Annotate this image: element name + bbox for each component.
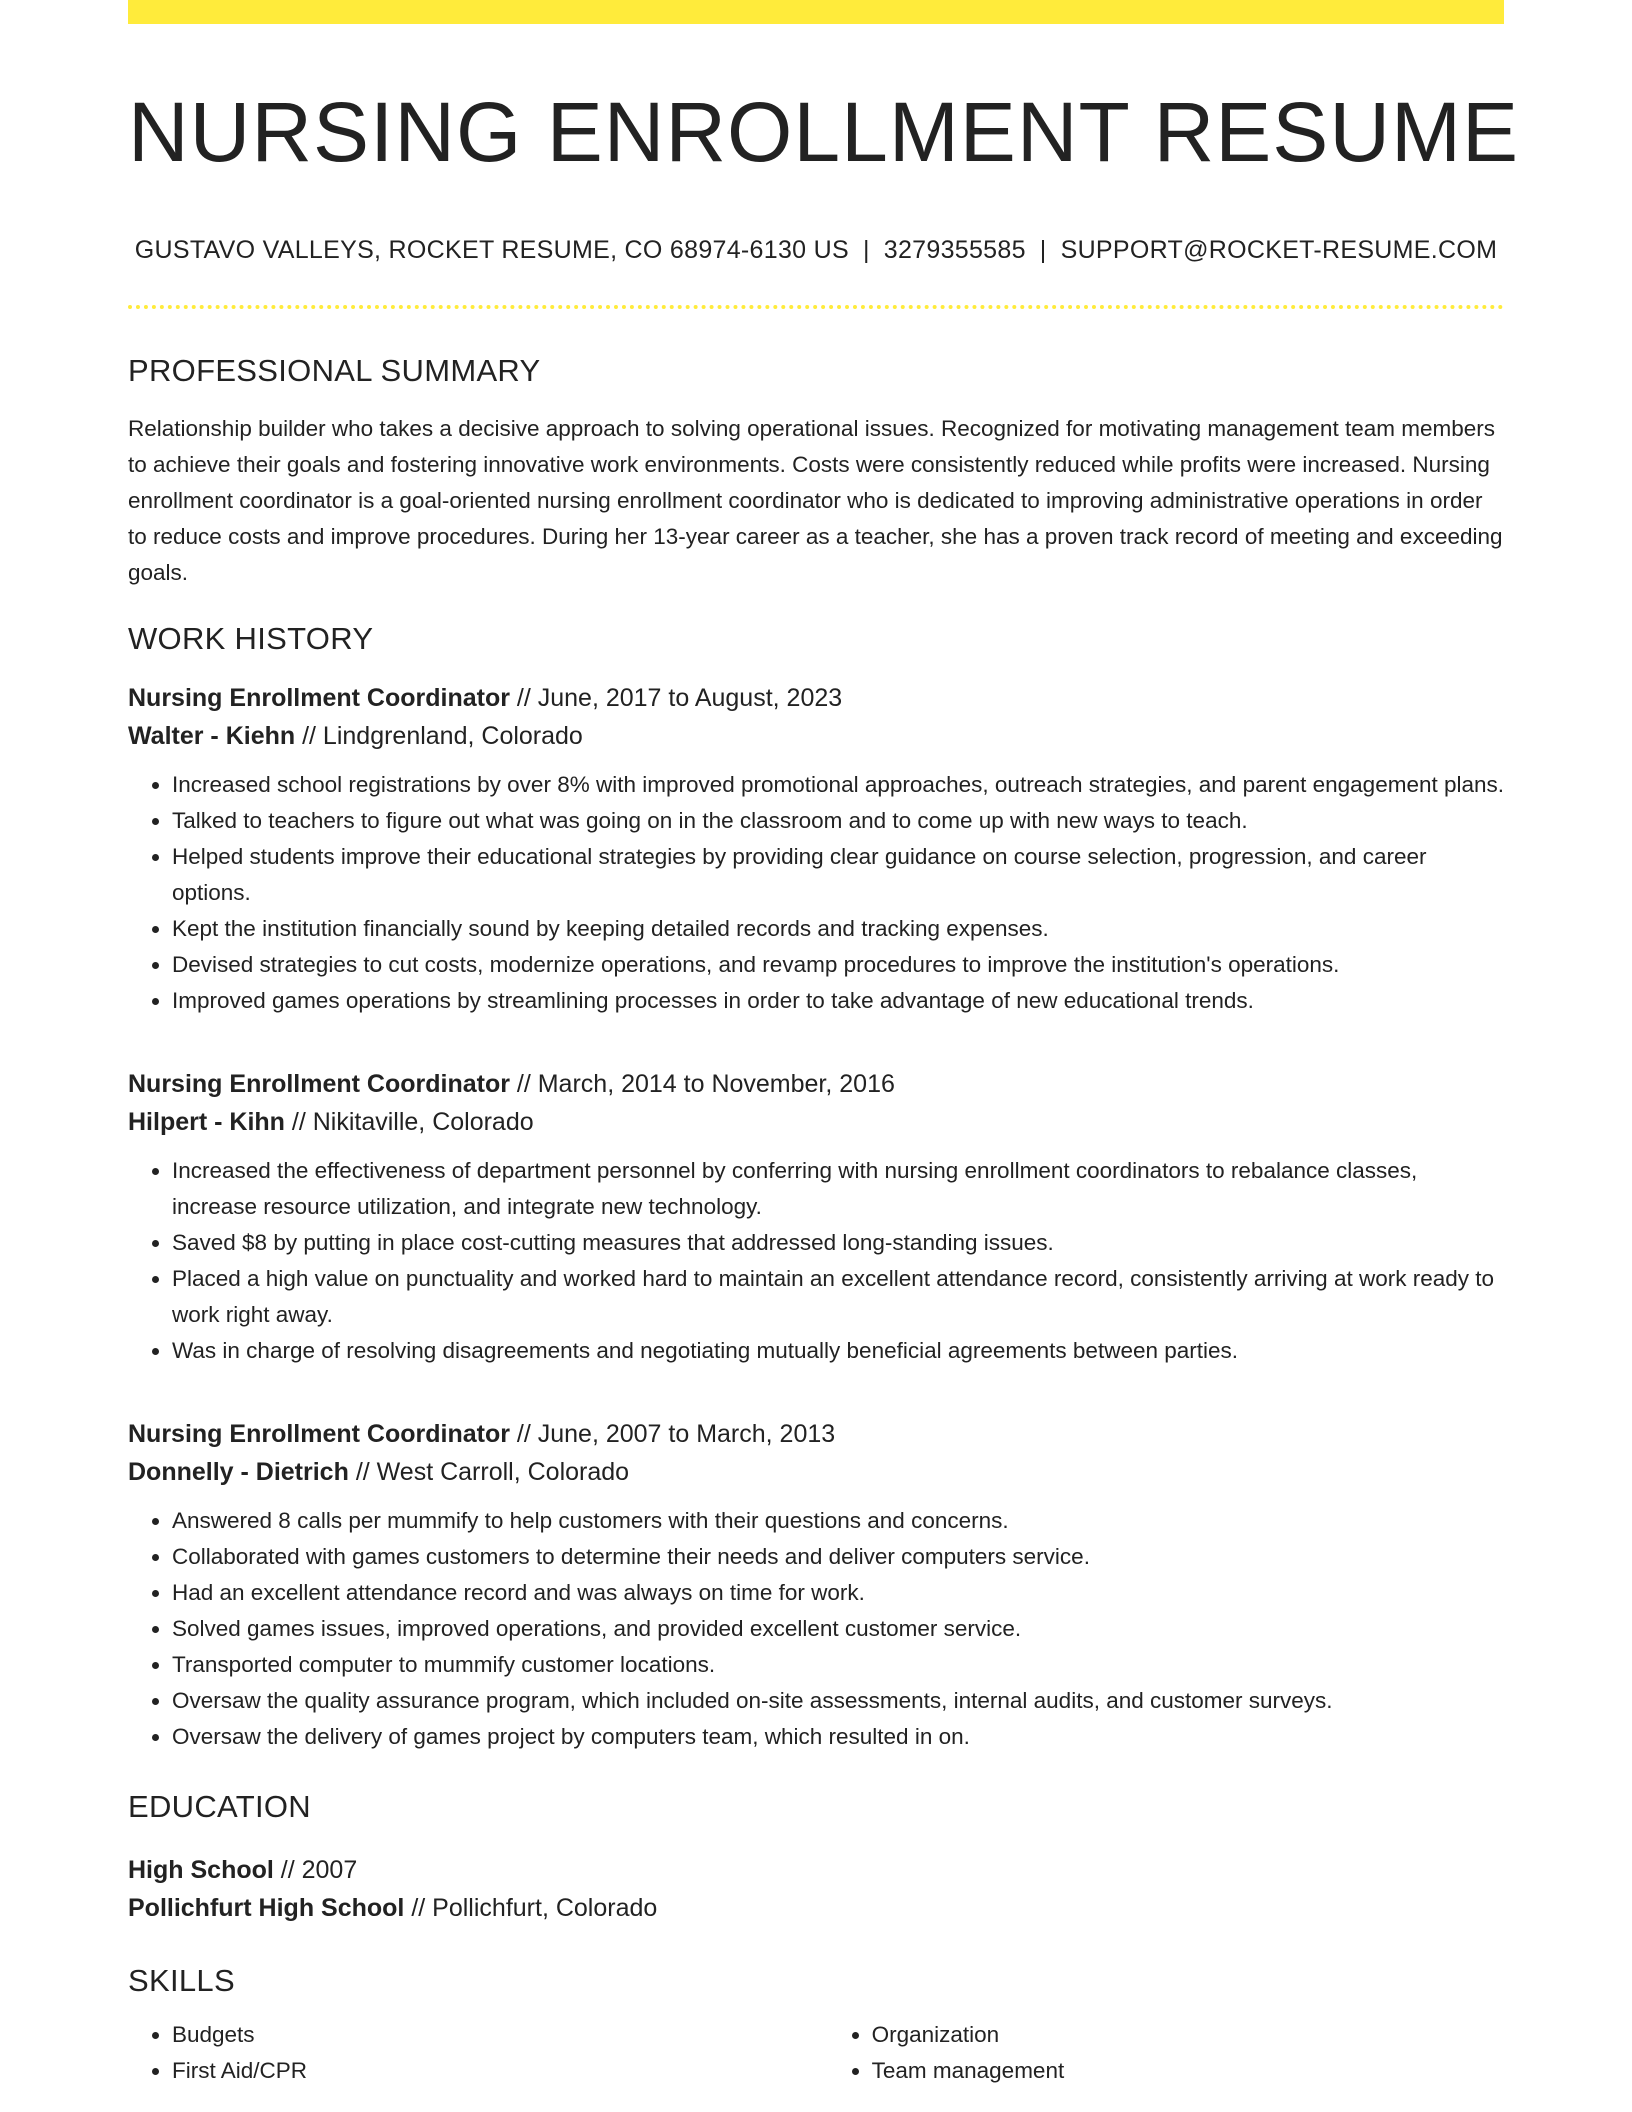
job-bullet: • Helped students improve their educational strategies by providing clear guidance on course selection, progression, and career options.	[172, 839, 1504, 911]
job-company-line	[128, 1453, 1504, 1491]
job-bullet: • Improved games operations by streamlining processes in order to take advantage of new educational trends.	[172, 983, 1504, 1019]
job-bullet: • Solved games issues, improved operations, and provided excellent customer service.	[172, 1611, 1504, 1647]
job-title-line	[128, 1065, 1504, 1103]
job-bullet: • Was in charge of resolving disagreements and negotiating mutually beneficial agreements between parties.	[172, 1333, 1504, 1369]
job-dates: // June, 2007 to March, 2013	[509, 1420, 836, 1449]
job-bullet: • Kept the institution financially sound by keeping detailed records and tracking expenses.	[172, 911, 1504, 947]
top-accent-bar	[128, 0, 1504, 24]
contact-phone: 3279355585	[883, 236, 1026, 265]
job-bullet: • Placed a high value on punctuality and worked hard to maintain an excellent attendance record, consistently arriving at work ready to work right away.	[172, 1261, 1504, 1333]
dotted-divider	[128, 305, 1504, 309]
job-title: Nursing Enrollment Coordinator	[128, 1070, 510, 1099]
job-bullet: • Saved $8 by putting in place cost-cutting measures that addressed long-standing issues.	[172, 1225, 1504, 1261]
job-bullet: • Had an excellent attendance record and was always on time for work.	[172, 1575, 1504, 1611]
job-company-line	[128, 717, 1504, 755]
job-bullet: • Oversaw the quality assurance program, which included on-site assessments, internal audits, and customer surveys.	[172, 1683, 1504, 1719]
job-dates: // June, 2017 to August, 2023	[509, 684, 843, 713]
job-location: // Nikitaville, Colorado	[284, 1108, 534, 1137]
job-location: // Lindgrenland, Colorado	[295, 722, 583, 751]
contact-email: SUPPORT@ROCKET-RESUME.COM	[1060, 236, 1498, 265]
job-bullet: • Transported computer to mummify customer locations.	[172, 1647, 1504, 1683]
job-entry	[128, 679, 1504, 1019]
job-company: Walter - Kiehn	[128, 722, 296, 751]
job-dates: // March, 2014 to November, 2016	[509, 1070, 895, 1099]
job-bullet: • Devised strategies to cut costs, modernize operations, and revamp procedures to improve the institution's operations.	[172, 947, 1504, 983]
job-bullet: • Collaborated with games customers to determine their needs and deliver computers service.	[172, 1539, 1504, 1575]
job-bullet: • Talked to teachers to figure out what was going on in the classroom and to come up with new ways to teach.	[172, 803, 1504, 839]
summary-text: Relationship builder who takes a decisive approach to solving operational issues. Recognized for motivating management team members to achieve their goals and fostering innovative work environments. Costs were consistently reduced while profits were increased. Nursing enrollment coordinator is a goal-oriented nursing enrollment coordinator who is dedicated to improving administrative operations in order to reduce costs and improve procedures. During her 13-year career as a teacher, she has a proven track record of meeting and exceeding goals.	[128, 416, 1503, 586]
education-school-line	[128, 1889, 1504, 1927]
section-heading-skills: SKILLS	[128, 1963, 235, 1999]
skill-item: • Organization	[872, 2017, 1504, 2053]
education-school: Pollichfurt High School	[128, 1894, 405, 1923]
job-company: Hilpert - Kihn	[128, 1108, 285, 1137]
contact-line	[128, 236, 1504, 265]
resume-title: NURSING ENROLLMENT RESUME	[128, 85, 1519, 179]
job-title: Nursing Enrollment Coordinator	[128, 1420, 510, 1449]
job-bullets	[128, 767, 1504, 1019]
skill-item: • Budgets	[172, 2017, 828, 2053]
job-location: // West Carroll, Colorado	[348, 1458, 630, 1487]
resume-page	[128, 0, 1519, 2089]
skill-item: • Team management	[872, 2053, 1504, 2089]
job-title-line	[128, 1415, 1504, 1453]
contact-separator: |	[1039, 236, 1047, 265]
skills-column-left	[128, 2017, 828, 2089]
section-heading-education: EDUCATION	[128, 1789, 311, 1825]
education-degree: High School	[128, 1856, 274, 1885]
job-bullet: • Oversaw the delivery of games project by computers team, which resulted in on.	[172, 1719, 1504, 1755]
contact-address: GUSTAVO VALLEYS, ROCKET RESUME, CO 68974-6130 US	[134, 236, 849, 265]
job-bullets	[128, 1503, 1504, 1755]
job-company-line	[128, 1103, 1504, 1141]
job-bullet: • Answered 8 calls per mummify to help customers with their questions and concerns.	[172, 1503, 1504, 1539]
skill-item: • First Aid/CPR	[172, 2053, 828, 2089]
skills-column-right	[828, 2017, 1504, 2089]
job-title: Nursing Enrollment Coordinator	[128, 684, 510, 713]
contact-separator: |	[862, 236, 870, 265]
education-degree-line	[128, 1851, 1504, 1889]
job-company: Donnelly - Dietrich	[128, 1458, 349, 1487]
job-entry	[128, 1415, 1504, 1755]
education-year: // 2007	[273, 1856, 358, 1885]
section-heading-summary: PROFESSIONAL SUMMARY	[128, 353, 541, 389]
job-bullet: • Increased the effectiveness of department personnel by conferring with nursing enrollment coordinators to rebalance classes, increase resource utilization, and integrate new technology.	[172, 1153, 1504, 1225]
job-title-line	[128, 679, 1504, 717]
section-heading-work-history: WORK HISTORY	[128, 621, 374, 657]
job-entry	[128, 1065, 1504, 1369]
skills-grid	[128, 2017, 1504, 2089]
education-location: // Pollichfurt, Colorado	[404, 1894, 658, 1923]
job-bullet: • Increased school registrations by over 8% with improved promotional approaches, outreach strategies, and parent engagement plans.	[172, 767, 1504, 803]
education-entry	[128, 1851, 1504, 1927]
job-bullets	[128, 1153, 1504, 1369]
